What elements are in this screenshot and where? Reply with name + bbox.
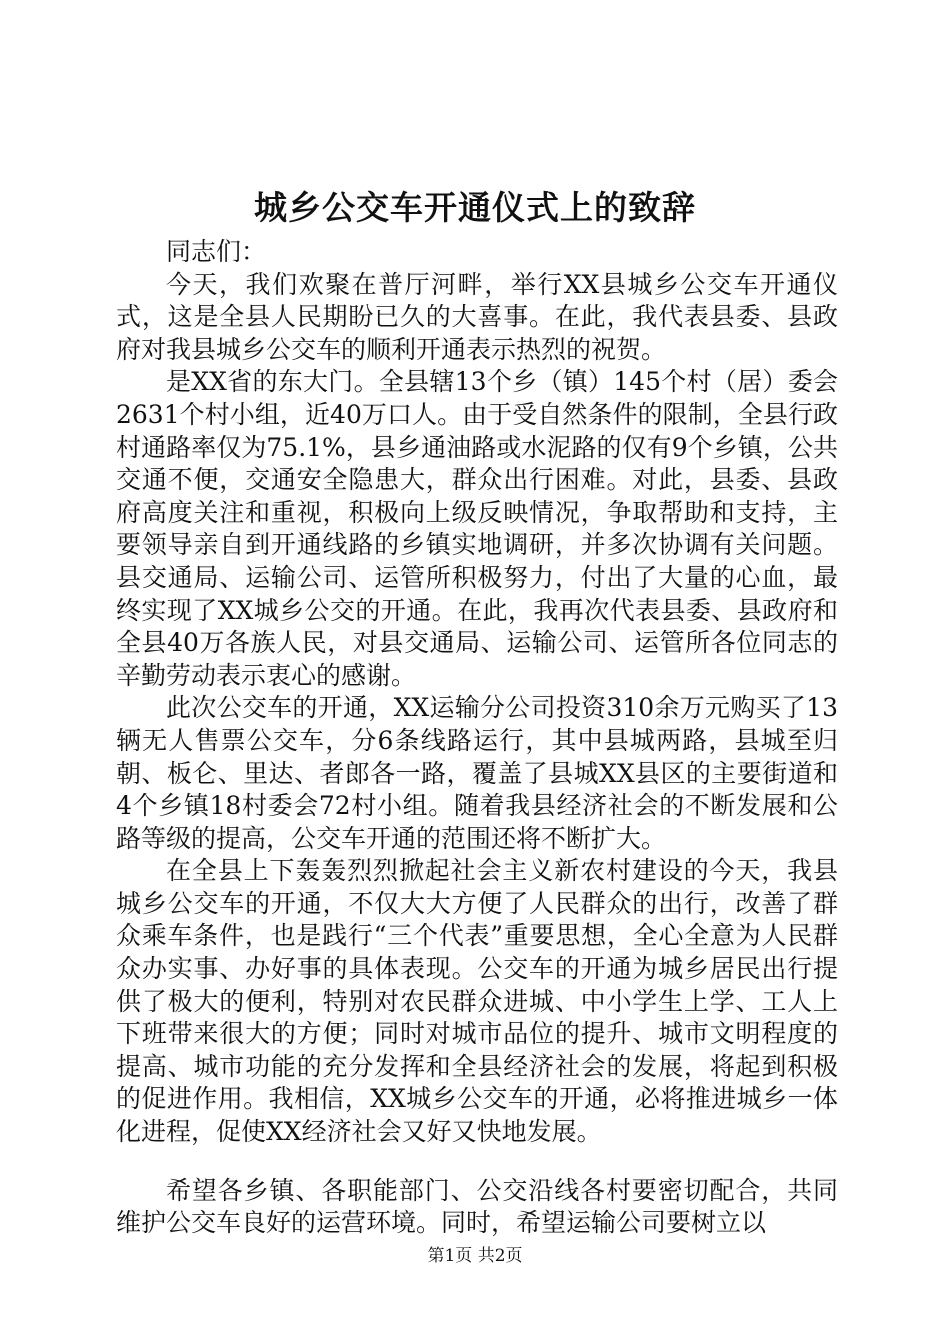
document-body [116, 236, 838, 1240]
paragraph-1: 今天，我们欢聚在普厅河畔，举行XX县城乡公交车开通仪式，这是全县人民期盼已久的大喜事。在此，我代表县委、县政府对我县城乡公交车的顺利开通表示热烈的祝贺。 [116, 269, 838, 364]
document-title: 城乡公交车开通仪式上的致辞 [254, 188, 696, 227]
paragraph-gap [116, 1149, 838, 1175]
salutation: 同志们： [166, 237, 267, 266]
paragraph-2: 是XX省的东大门。全县辖13个乡（镇）145个村（居）委会2631个村小组，近40万口人。由于受自然条件的限制，全县行政村通路率仅为75.1%，县乡通油路或水泥路的仅有9个乡镇，公共交通不便，交通安全隐患大，群众出行困难。对此，县委、县政府高度关注和重视，积极向上级反映情况，争取帮助和支持，主要领导亲自到开通线路的乡镇实地调研，并多次协调有关问题。县交通局、运输公司、运管所积极努力，付出了大量的心血，最终实现了XX城乡公交的开通。在此，我再次代表县委、县政府和全县40万各族人民，对县交通局、运输公司、运管所各位同志的辛勤劳动表示衷心的感谢。 [116, 367, 838, 690]
paragraph-4: 在全县上下轰轰烈烈掀起社会主义新农村建设的今天，我县城乡公交车的开通，不仅大大方便了人民群众的出行，改善了群众乘车条件，也是践行“三个代表”重要思想，全心全意为人民群众办实事、办好事的具体表现。公交车的开通为城乡居民出行提供了极大的便利，特别对农民群众进城、中小学生上学、工人上下班带来很大的方便；同时对城市品位的提升、城市文明程度的提高、城市功能的充分发挥和全县经济社会的发展，将起到积极的促进作用。我相信，XX城乡公交车的开通，必将推进城乡一体化进程，促使XX经济社会又好又快地发展。 [116, 856, 838, 1147]
page-footer: 第1页 共2页 [427, 1246, 523, 1266]
paragraph-3: 此次公交车的开通，XX运输分公司投资310余万元购买了13辆无人售票公交车，分6条线路运行，其中县城两路，县城至归朝、板仑、里达、者郎各一路，覆盖了县城XX县区的主要街道和4个乡镇18村委会72村小组。随着我县经济社会的不断发展和公路等级的提高，公交车开通的范围还将不断扩大。 [116, 693, 838, 853]
paragraph-5: 希望各乡镇、各职能部门、公交沿线各村要密切配合，共同维护公交车良好的运营环境。同时，希望运输公司要树立以 [116, 1175, 838, 1238]
